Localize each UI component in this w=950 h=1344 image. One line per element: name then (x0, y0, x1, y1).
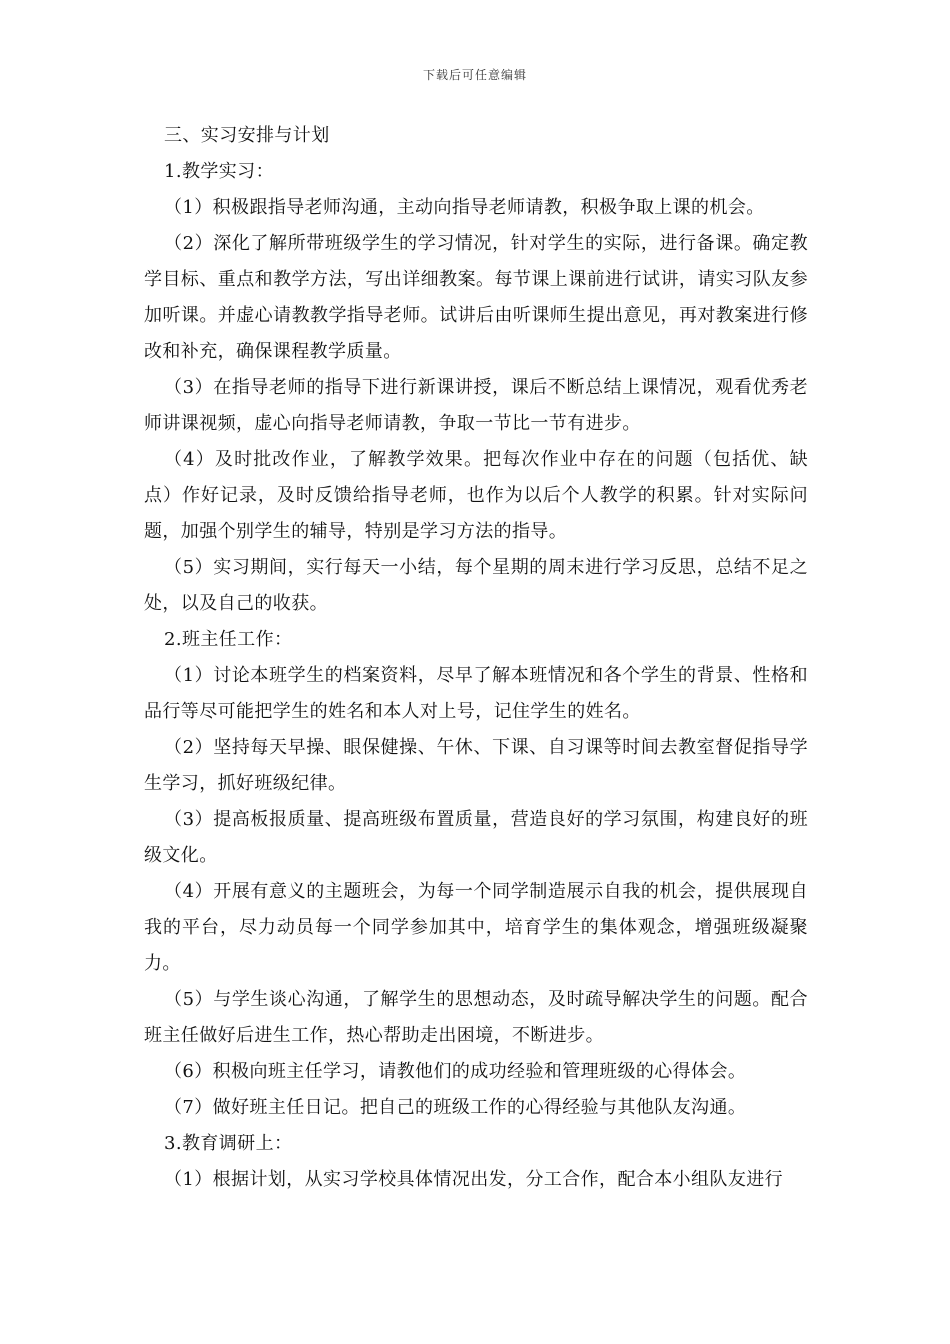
teaching-item-1: （1）积极跟指导老师沟通，主动向指导老师请教，积极争取上课的机会。 (164, 197, 765, 218)
head-teacher-item-7: （7）做好班主任日记。把自己的班级工作的心得经验与其他队友沟通。 (164, 1097, 747, 1118)
research-item-1: （1）根据计划，从实习学校具体情况出发，分工合作，配合本小组队友进行 (164, 1169, 784, 1190)
head-teacher-heading: 2.班主任工作： (164, 629, 293, 650)
head-teacher-item-1: （1）讨论本班学生的档案资料，尽早了解本班情况和各个学生的背景、性格和品行等尽可能把学生的姓名和本人对上号，记住学生的姓名。 (144, 665, 808, 722)
head-teacher-item-3: （3）提高板报质量、提高班级布置质量，营造良好的学习氛围，构建良好的班级文化。 (144, 809, 808, 866)
teaching-item-3: （3）在指导老师的指导下进行新课讲授，课后不断总结上课情况，观看优秀老师讲课视频，虚心向指导老师请教，争取一节比一节有进步。 (144, 377, 808, 434)
research-heading: 3.教育调研上： (164, 1133, 293, 1154)
teaching-item-4: （4）及时批改作业，了解教学效果。把每次作业中存在的问题（包括优、缺点）作好记录，及时反馈给指导老师，也作为以后个人教学的积累。针对实际问题，加强个别学生的辅导，特别是学习方法的指导。 (144, 449, 808, 542)
head-teacher-item-6: （6）积极向班主任学习，请教他们的成功经验和管理班级的心得体会。 (164, 1061, 747, 1082)
section-title: 三、实习安排与计划 (164, 125, 330, 146)
teaching-item-2: （2）深化了解所带班级学生的学习情况，针对学生的实际，进行备课。确定教学目标、重点和教学方法，写出详细教案。每节课上课前进行试讲，请实习队友参加听课。并虚心请教教学指导老师。试讲后由听课师生提出意见，再对教案进行修改和补充，确保课程教学质量。 (144, 233, 808, 362)
head-teacher-item-4: （4）开展有意义的主题班会，为每一个同学制造展示自我的机会，提供展现自我的平台，尽力动员每一个同学参加其中，培育学生的集体观念，增强班级凝聚力。 (144, 881, 808, 974)
head-teacher-item-5: （5）与学生谈心沟通，了解学生的思想动态，及时疏导解决学生的问题。配合班主任做好后进生工作，热心帮助走出困境，不断进步。 (144, 989, 808, 1046)
teaching-item-5: （5）实习期间，实行每天一小结，每个星期的周末进行学习反思，总结不足之处，以及自己的收获。 (144, 557, 808, 614)
teaching-heading: 1.教学实习： (164, 161, 274, 182)
document-body (144, 118, 808, 1198)
page-header: 下载后可任意编辑 (422, 68, 527, 82)
head-teacher-item-2: （2）坚持每天早操、眼保健操、午休、下课、自习课等时间去教室督促指导学生学习，抓好班级纪律。 (144, 737, 808, 794)
